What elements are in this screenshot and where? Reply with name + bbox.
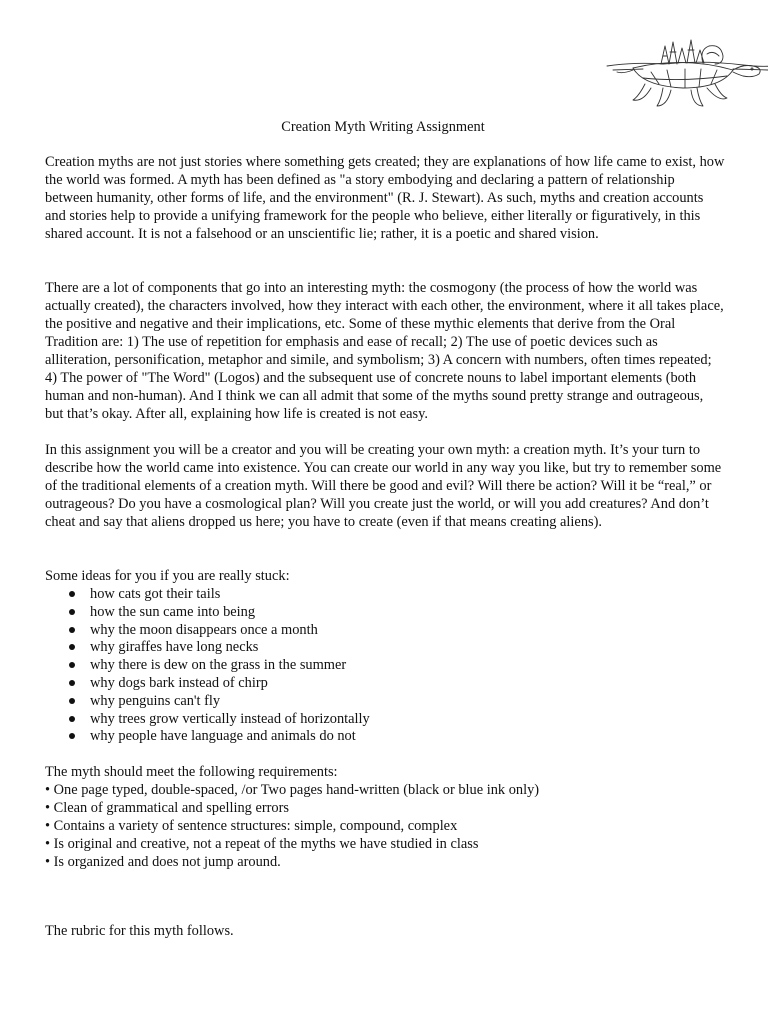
rubric-note: The rubric for this myth follows. [45,923,234,939]
ideas-heading: Some ideas for you if you are really stuck: [45,568,290,584]
list-item: how the sun came into being [45,603,370,621]
list-item: why there is dew on the grass in the summer [45,656,370,674]
paragraph-components: There are a lot of components that go into an interesting myth: the cosmogony (the process of how the world was actually created), the characters involved, how they interact with each other, the environment, where it all takes place, the positive and negative and their implications, etc. Some of these mythic elements that derive from the Oral Tradition are: 1) The use of repetition for emphasis and ease of recall; 2) The use of poetic devices such as alliteration, personification, metaphor and simile, and symbolism; 3) A concern with numbers, often times repeated; 4) The power of "The Word" (Logos) and the subsequent use of concrete nouns to label important elements (both human and non-human). And I think we can all admit that some of the myths sound pretty strange and outrageous, but that’s okay. After all, explaining how life is created is not easy. [45,280,724,422]
list-item: why people have language and animals do not [45,727,370,745]
list-item: why penguins can't fly [45,692,370,710]
list-item: how cats got their tails [45,585,370,603]
paragraph-assignment: In this assignment you will be a creator and you will be creating your own myth: a creation myth. It’s your turn to describe how the world came into existence. You can create our world in any way you like, but try to remember some of the traditional elements of a creation myth. Will there be good and evil? Will there be action? Will it be “real,” or outrageous? Do you have a cosmological plan? Will you create just the world, or will you add creatures? And don’t cheat and say that aliens dropped us here; you have to create (even if that means creating aliens). [45,442,722,530]
document-page [45,0,725,1024]
requirement-item: • Is original and creative, not a repeat of the myths we have studied in class [45,836,479,852]
requirement-item: • One page typed, double-spaced, /or Two pages hand-written (black or blue ink only) [45,782,540,798]
turtle-illustration [603,36,768,116]
list-item: why giraffes have long necks [45,638,370,656]
requirement-item: • Contains a variety of sentence structures: simple, compound, complex [45,818,458,834]
requirement-item: • Is organized and does not jump around. [45,854,281,870]
paragraph-intro: Creation myths are not just stories where something gets created; they are explanations of how life came to exist, how the world was formed. A myth has been defined as "a story embodying and declaring a pattern of relationship between humanity, other forms of life, and the environment" (R. J. Stewart). As such, myths and creation accounts and stories help to provide a unifying framework for the people who believe, either literally or figuratively, in this shared account. It is not a falsehood or an unscientific lie; rather, it is a poetic and shared vision. [45,154,725,242]
document-title: Creation Myth Writing Assignment [281,119,485,135]
requirements-heading: The myth should meet the following requirements: [45,764,338,780]
list-item: why dogs bark instead of chirp [45,674,370,692]
list-item: why the moon disappears once a month [45,621,370,639]
requirements-list [45,781,539,871]
ideas-list [45,585,370,745]
requirement-item: • Clean of grammatical and spelling errors [45,800,290,816]
list-item: why trees grow vertically instead of horizontally [45,710,370,728]
